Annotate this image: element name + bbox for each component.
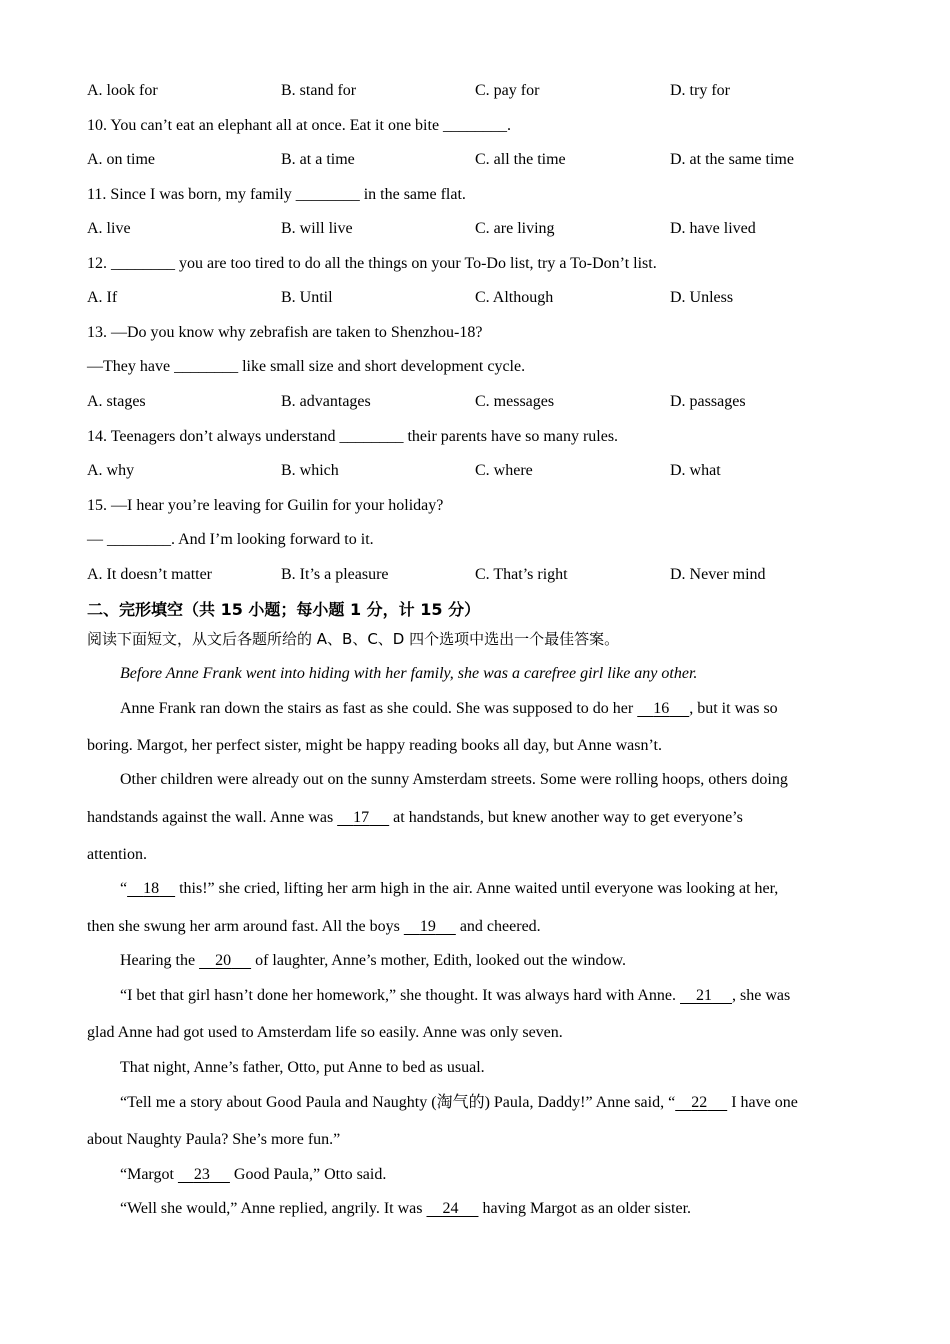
blank-number: 17 — [353, 809, 370, 826]
q13-option-c[interactable]: C. messages — [475, 393, 555, 410]
passage-text: at handstands, but knew another way to get everyone’s — [389, 809, 743, 826]
blank-number: 21 — [696, 987, 713, 1004]
section-heading: 二、完形填空（共 15 小题；每小题 1 分，计 15 分） — [87, 600, 481, 619]
passage-line — [120, 1199, 691, 1219]
blank-23[interactable] — [178, 1165, 230, 1185]
q12-options — [0, 288, 950, 308]
q15-options — [0, 565, 950, 585]
q11-option-a[interactable]: A. live — [87, 220, 131, 237]
q13-option-a[interactable]: A. stages — [87, 393, 146, 410]
passage-text: I have one — [727, 1094, 798, 1111]
q14-stem: 14. Teenagers don’t always understand ________ their parents have so many rules. — [87, 428, 619, 445]
passage-line — [120, 879, 778, 899]
q14-option-d[interactable]: D. what — [670, 462, 721, 479]
blank-16[interactable] — [637, 699, 689, 719]
q9-options — [0, 81, 950, 101]
passage-text: of laughter, Anne’s mother, Edith, looked out the window. — [251, 952, 627, 969]
passage-line — [87, 808, 743, 828]
q10-option-c[interactable]: C. all the time — [475, 151, 566, 168]
passage-text: having Margot as an older sister. — [478, 1200, 692, 1217]
q9-option-a[interactable]: A. look for — [87, 82, 158, 99]
q10-stem: 10. You can’t eat an elephant all at once. Eat it one bite ________. — [87, 117, 512, 134]
blank-21[interactable] — [680, 986, 732, 1006]
passage-line: about Naughty Paula? She’s more fun.” — [87, 1131, 341, 1148]
q12-option-a[interactable]: A. If — [87, 289, 118, 306]
passage-line — [120, 1093, 798, 1113]
q13-option-b[interactable]: B. advantages — [281, 393, 371, 410]
passage-text: , but it was so — [689, 700, 778, 717]
passage-line — [120, 1165, 386, 1185]
q13-reply: —They have ________ like small size and short development cycle. — [87, 358, 526, 375]
passage-text: “ — [120, 880, 128, 897]
blank-19[interactable] — [404, 917, 456, 937]
q11-option-d[interactable]: D. have lived — [670, 220, 756, 237]
passage-line — [87, 917, 541, 937]
passage-text: “I bet that girl hasn’t done her homework,” she thought. It was always hard with Anne. — [120, 987, 681, 1004]
q10-option-a[interactable]: A. on time — [87, 151, 155, 168]
q10-option-b[interactable]: B. at a time — [281, 151, 355, 168]
blank-17[interactable] — [337, 808, 389, 828]
q14-options — [0, 461, 950, 481]
q13-stem: 13. —Do you know why zebrafish are taken to Shenzhou-18? — [87, 324, 483, 341]
blank-22[interactable] — [675, 1093, 727, 1113]
q15-stem: 15. —I hear you’re leaving for Guilin for your holiday? — [87, 497, 444, 514]
passage-text: “Well she would,” Anne replied, angrily. It was — [120, 1200, 427, 1217]
q10-options — [0, 150, 950, 170]
q15-reply: — ________. And I’m looking forward to it. — [87, 531, 374, 548]
q10-option-d[interactable]: D. at the same time — [670, 151, 794, 168]
blank-number: 18 — [143, 880, 160, 897]
passage-line: Other children were already out on the sunny Amsterdam streets. Some were rolling hoops, others doing — [120, 771, 788, 788]
passage-line — [120, 951, 626, 971]
blank-number: 20 — [215, 952, 232, 969]
passage-line: boring. Margot, her perfect sister, might be happy reading books all day, but Anne wasn’t. — [87, 737, 662, 754]
blank-number: 24 — [442, 1200, 459, 1217]
q11-option-b[interactable]: B. will live — [281, 220, 353, 237]
q12-stem: 12. ________ you are too tired to do all the things on your To-Do list, try a To-Don’t list. — [87, 255, 657, 272]
q11-options — [0, 219, 950, 239]
q12-option-c[interactable]: C. Although — [475, 289, 554, 306]
passage-line: That night, Anne’s father, Otto, put Anne to bed as usual. — [120, 1059, 485, 1076]
passage-line: glad Anne had got used to Amsterdam life so easily. Anne was only seven. — [87, 1024, 563, 1041]
passage-text: then she swung her arm around fast. All the boys — [87, 918, 404, 935]
q15-option-c[interactable]: C. That’s right — [475, 566, 568, 583]
q9-option-b[interactable]: B. stand for — [281, 82, 357, 99]
passage-text: handstands against the wall. Anne was — [87, 809, 338, 826]
blank-number: 22 — [691, 1094, 708, 1111]
q12-option-d[interactable]: D. Unless — [670, 289, 734, 306]
q15-option-b[interactable]: B. It’s a pleasure — [281, 566, 389, 583]
q12-option-b[interactable]: B. Until — [281, 289, 333, 306]
passage-intro: Before Anne Frank went into hiding with her family, she was a carefree girl like any other. — [120, 665, 698, 682]
blank-number: 19 — [419, 918, 436, 935]
q15-option-a[interactable]: A. It doesn’t matter — [87, 566, 213, 583]
passage-line — [120, 986, 790, 1006]
q11-option-c[interactable]: C. are living — [475, 220, 555, 237]
passage-text: “Margot — [120, 1166, 178, 1183]
q15-option-d[interactable]: D. Never mind — [670, 566, 766, 583]
passage-text: , she was — [732, 987, 791, 1004]
passage-text: Anne Frank ran down the stairs as fast as she could. She was supposed to do her — [120, 700, 638, 717]
q9-option-d[interactable]: D. try for — [670, 82, 730, 99]
passage-text: Hearing the — [120, 952, 200, 969]
blank-18[interactable] — [127, 879, 175, 899]
passage-text: “Tell me a story about Good Paula and Naughty (淘气的) Paula, Daddy!” Anne said, “ — [120, 1094, 676, 1111]
passage-line: attention. — [87, 846, 147, 863]
q14-option-c[interactable]: C. where — [475, 462, 533, 479]
q11-stem: 11. Since I was born, my family ________ in the same flat. — [87, 186, 466, 203]
blank-24[interactable] — [426, 1199, 478, 1219]
q13-option-d[interactable]: D. passages — [670, 393, 746, 410]
q9-option-c[interactable]: C. pay for — [475, 82, 540, 99]
q14-option-b[interactable]: B. which — [281, 462, 339, 479]
passage-line — [120, 699, 778, 719]
passage-text: Good Paula,” Otto said. — [229, 1166, 387, 1183]
passage-text: this!” she cried, lifting her arm high in the air. Anne waited until everyone was looking at her, — [175, 880, 779, 897]
blank-20[interactable] — [199, 951, 251, 971]
blank-number: 23 — [193, 1166, 210, 1183]
passage-text: and cheered. — [455, 918, 541, 935]
section-instruction: 阅读下面短文，从文后各题所给的 A、B、C、D 四个选项中选出一个最佳答案。 — [87, 630, 620, 648]
blank-number: 16 — [653, 700, 670, 717]
q14-option-a[interactable]: A. why — [87, 462, 135, 479]
q13-options — [0, 392, 950, 412]
